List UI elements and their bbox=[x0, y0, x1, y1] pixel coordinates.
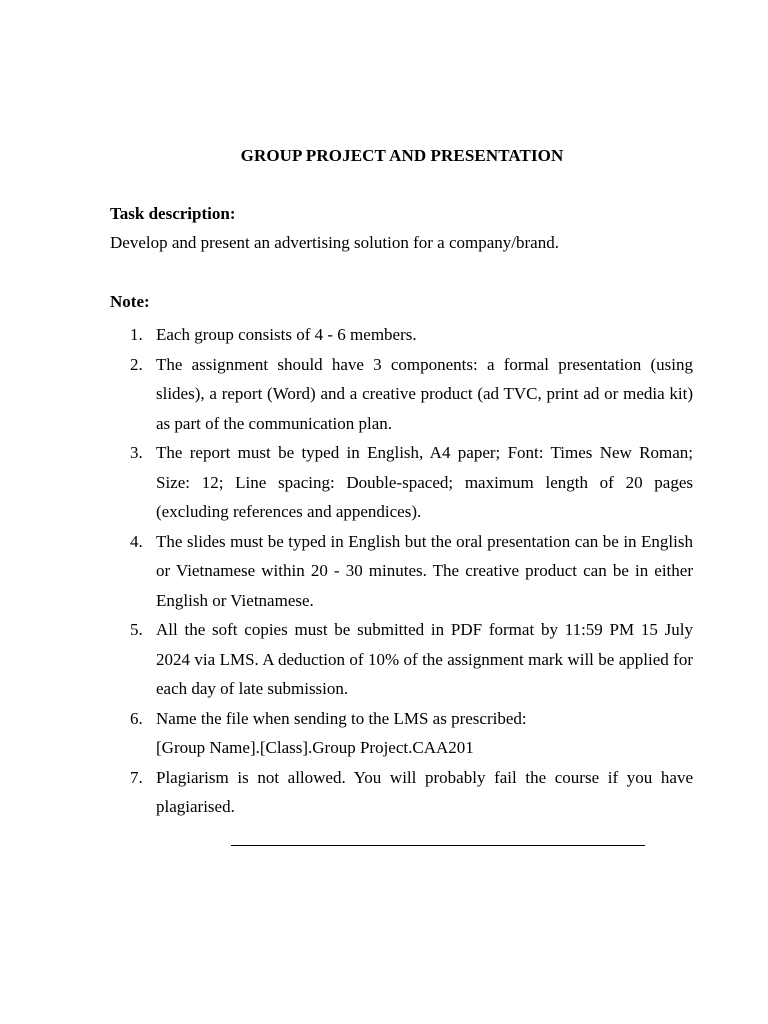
note-item-7 bbox=[0, 763, 768, 822]
note-item-1 bbox=[0, 320, 768, 350]
task-description-text: Develop and present an advertising solution for a company/brand. bbox=[110, 233, 559, 252]
note-text: Each group consists of 4 - 6 members. bbox=[156, 325, 417, 344]
note-number: 2. bbox=[130, 354, 143, 374]
page-title: GROUP PROJECT AND PRESENTATION bbox=[240, 146, 564, 165]
note-text: Plagiarism is not allowed. You will probably fail the course if you have plagiarised. bbox=[156, 767, 693, 816]
horizontal-divider bbox=[231, 845, 645, 846]
note-heading: Note: bbox=[110, 292, 150, 311]
note-text: Name the file when sending to the LMS as prescribed: bbox=[156, 708, 527, 728]
note-text: All the soft copies must be submitted in PDF format by 11:59 PM 15 July 2024 via LMS. A deduction of 10% of the assignment mark will be applied for each day of late submission. bbox=[156, 620, 693, 698]
note-list bbox=[0, 320, 768, 822]
file-name-format: [Group Name].[Class].Group Project.CAA201 bbox=[156, 738, 474, 757]
note-item-4 bbox=[0, 527, 768, 616]
note-item-2 bbox=[0, 350, 768, 439]
note-item-3 bbox=[0, 438, 768, 527]
note-number: 5. bbox=[130, 620, 143, 639]
note-item-6 bbox=[0, 704, 768, 763]
note-number: 1. bbox=[130, 325, 143, 344]
note-text: The slides must be typed in English but the oral presentation can be in English or Vietnamese within 20 - 30 minutes. The creative product can be in either English or Vietnamese. bbox=[156, 531, 693, 610]
note-text: The assignment should have 3 components: a formal presentation (using slides), a report (Word) and a creative product (ad TVC, print ad or media kit) as part of the communication plan. bbox=[156, 354, 693, 433]
note-number: 6. bbox=[130, 708, 143, 728]
note-number: 4. bbox=[130, 531, 143, 551]
note-text: The report must be typed in English, A4 paper; Font: Times New Roman; Size: 12; Line spacing: Double-spaced; maximum length of 20 pages (excluding references and appendices). bbox=[156, 443, 693, 521]
note-item-5 bbox=[0, 615, 768, 704]
note-number: 7. bbox=[130, 767, 143, 787]
note-number: 3. bbox=[130, 443, 143, 462]
note-text-container bbox=[156, 704, 693, 763]
task-description-heading: Task description: bbox=[110, 204, 236, 223]
